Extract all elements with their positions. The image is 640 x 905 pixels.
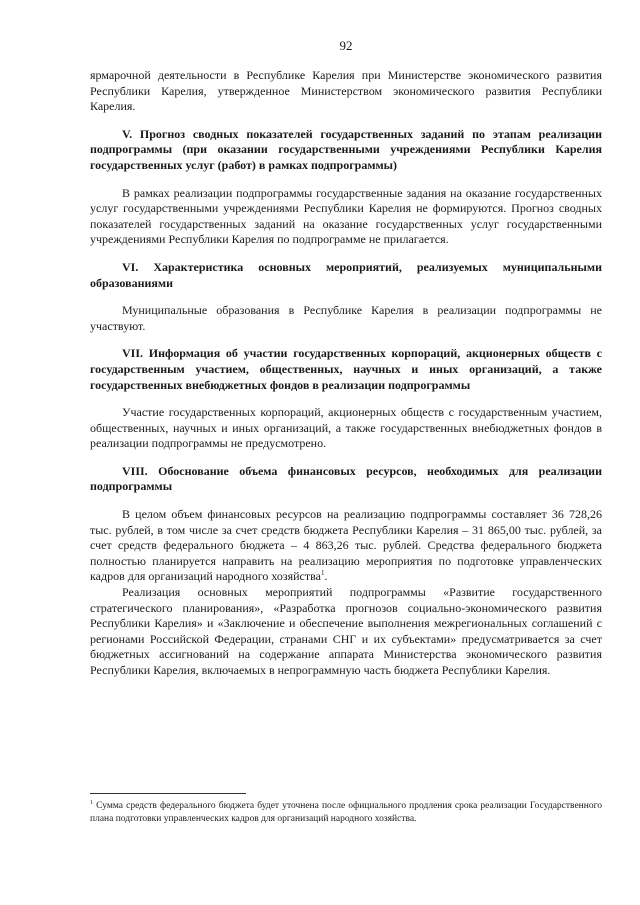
section-6-paragraph: Муниципальные образования в Республике Карелия в реализации подпрограммы не участвуют.: [90, 303, 602, 333]
footnote-reference[interactable]: 1: [320, 569, 325, 578]
section-5-paragraph: В рамках реализации подпрограммы государственные задания на оказание государственных услуг государственными учреждениями Республики Карелия не формируются. Прогноз сводных показателей государственных заданий на оказание государственных услуг государственными учреждениями Республики Карелия по подпрограмме не прилагается.: [90, 185, 602, 247]
footnote-divider: [90, 793, 246, 794]
section-5-heading: V. Прогноз сводных показателей государственных заданий по этапам реализации подпрограммы (при оказании государственными учреждениями Республики Карелия государственных услуг (работ) в рамках подпрограммы): [90, 126, 602, 172]
section-7-heading: VII. Информация об участии государственных корпораций, акционерных обществ с государственным участием, общественных, научных и иных организаций, а также государственных внебюджетных фондов в реализации подпрограммы: [90, 346, 602, 392]
footnote-text: Сумма средств федерального бюджета будет уточнена после официального продления срока реализации Государственного плана подготовки управленческих кадров для организаций народного хозяйства.: [90, 801, 602, 824]
footnote: [90, 800, 602, 826]
footnote-marker: 1: [90, 799, 93, 806]
page-number: 92: [339, 38, 353, 53]
intro-paragraph: ярмарочной деятельности в Республике Карелия при Министерстве экономического развития Республики Карелия, утвержденное Министерством экономического развития Республики Карелия.: [90, 68, 602, 114]
section-8-paragraph-1-text: В целом объем финансовых ресурсов на реализацию подпрограммы составляет 36 728,26 тыс. рублей, в том числе за счет средств бюджета Республики Карелия – 31 865,00 тыс. рублей, за счет средств федерального бюджета – 4 863,26 тыс. рублей. Средства федерального бюджета полностью планируется направить на реализацию мероприятия по подготовке управленческих кадров для организаций народного хозяйства: [90, 507, 602, 584]
section-8-heading: VIII. Обоснование объема финансовых ресурсов, необходимых для реализации подпрограммы: [90, 463, 602, 494]
section-6-heading: VI. Характеристика основных мероприятий, реализуемых муниципальными образованиями: [90, 259, 602, 290]
section-8-paragraph-1-end: .: [324, 569, 328, 584]
section-8-paragraph-1: [90, 507, 602, 585]
section-8-paragraph-2: Реализация основных мероприятий подпрограммы «Развитие государственного стратегического планирования», «Разработка прогнозов социально-экономического развития Республики Карелия» и «Заключение и обеспечение выполнения межрегиональных соглашений с регионами Российской Федерации, странами СНГ и их субъектами» предусматривается за счет бюджетных ассигнований на содержание аппарата Министерства экономического развития Республики Карелия, включаемых в непрограммную часть бюджета Республики Карелия.: [90, 585, 602, 677]
section-7-paragraph: Участие государственных корпораций, акционерных обществ с государственным участием, общественных, научных и иных организаций, а также государственных внебюджетных фондов в реализации подпрограммы не предусмотрено.: [90, 405, 602, 451]
